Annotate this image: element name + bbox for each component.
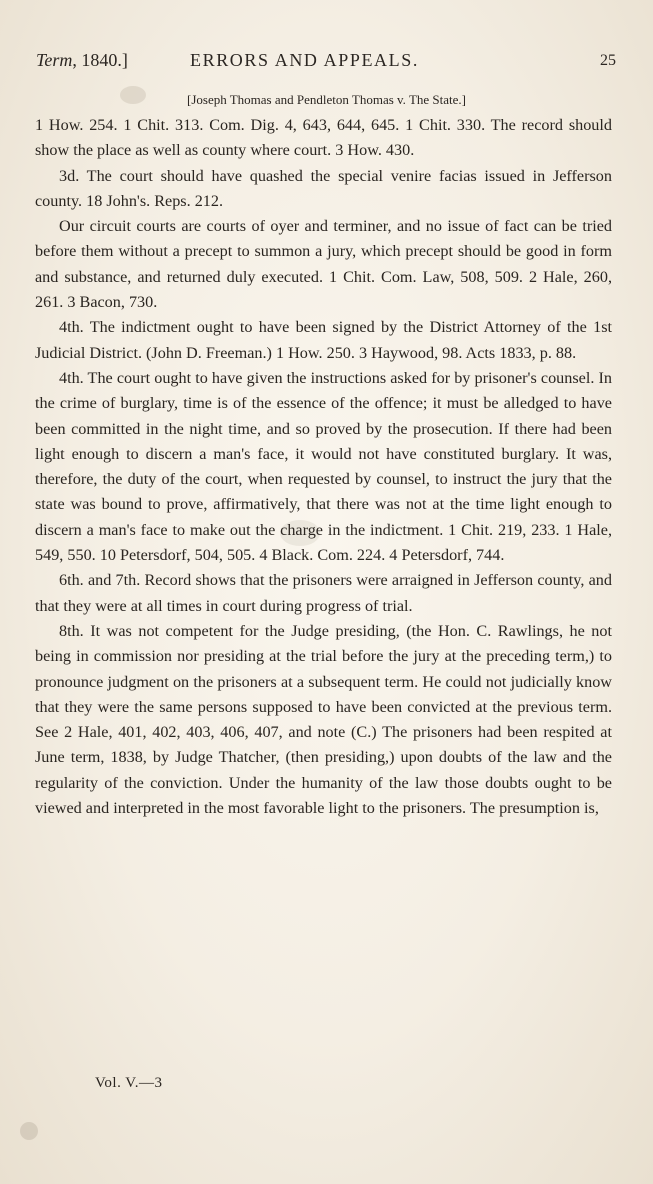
paragraph: 4th. The court ought to have given the instructions asked for by prisoner's counsel. In the crime of burglary, time is of the essence of the offence; it must be alledged to have been committed in the night time, and so proved by the prosecution. If there had been light enough to discern a man's face, it would not have constituted burglary. It was, therefore, the duty of the court, when requested by counsel, to instruct the jury that the state was bound to prove, affirmatively, that there was not at the time light enough to discern a man's face to make out the charge in the indictment. 1 Chit. 219, 233. 1 Hale, 549, 550. 10 Petersdorf, 504, 505. 4 Black. Com. 224. 4 Petersdorf, 744. [35,368,612,565]
paragraph: 3d. The court should have quashed the special venire facias issued in Jefferson county. 18 John's. Reps. 212. [35,166,612,210]
ink-smudge [20,1122,38,1140]
header-title: ERRORS AND APPEALS. [190,50,419,70]
case-caption: [Joseph Thomas and Pendleton Thomas v. The State.] [187,92,466,107]
body-text [35,113,612,821]
page-number: 25 [600,52,616,69]
paragraph: 1 How. 254. 1 Chit. 313. Com. Dig. 4, 643, 644, 645. 1 Chit. 330. The record should show the place as well as county where court. 3 How. 430. [35,116,612,160]
paragraph: 8th. It was not competent for the Judge presiding, (the Hon. C. Rawlings, he not being in commission nor presiding at the trial before the jury at the preceding term,) to pronounce judgment on the prisoners at a subsequent term. He could not judicially know that they were the same persons supposed to have been convicted at the previous term. See 2 Hale, 401, 402, 403, 406, 407, and note (C.) The prisoners had been respited at June term, 1838, by Judge Thatcher, (then presiding,) upon doubts of the law and the regularity of the conviction. Under the humanity of the law those doubts ought to be viewed and interpreted in the most favorable light to the prisoners. The presumption is, [35,621,612,818]
paragraph: Our circuit courts are courts of oyer and terminer, and no issue of fact can be tried before them without a precept to summon a jury, which precept should be good in form and substance, and returned duly executed. 1 Chit. Com. Law, 508, 509. 2 Hale, 260, 261. 3 Bacon, 730. [35,217,612,312]
paragraph: 4th. The indictment ought to have been signed by the District Attorney of the 1st Judicial District. (John D. Freeman.) 1 How. 250. 3 Haywood, 98. Acts 1833, p. 88. [35,318,612,362]
running-header [36,50,616,74]
volume-signature: Vol. V.—3 [95,1075,163,1091]
header-term: Term, 1840.] [36,50,128,70]
paragraph: 6th. and 7th. Record shows that the prisoners were arraigned in Jefferson county, and that they were at all times in court during progress of trial. [35,571,612,615]
